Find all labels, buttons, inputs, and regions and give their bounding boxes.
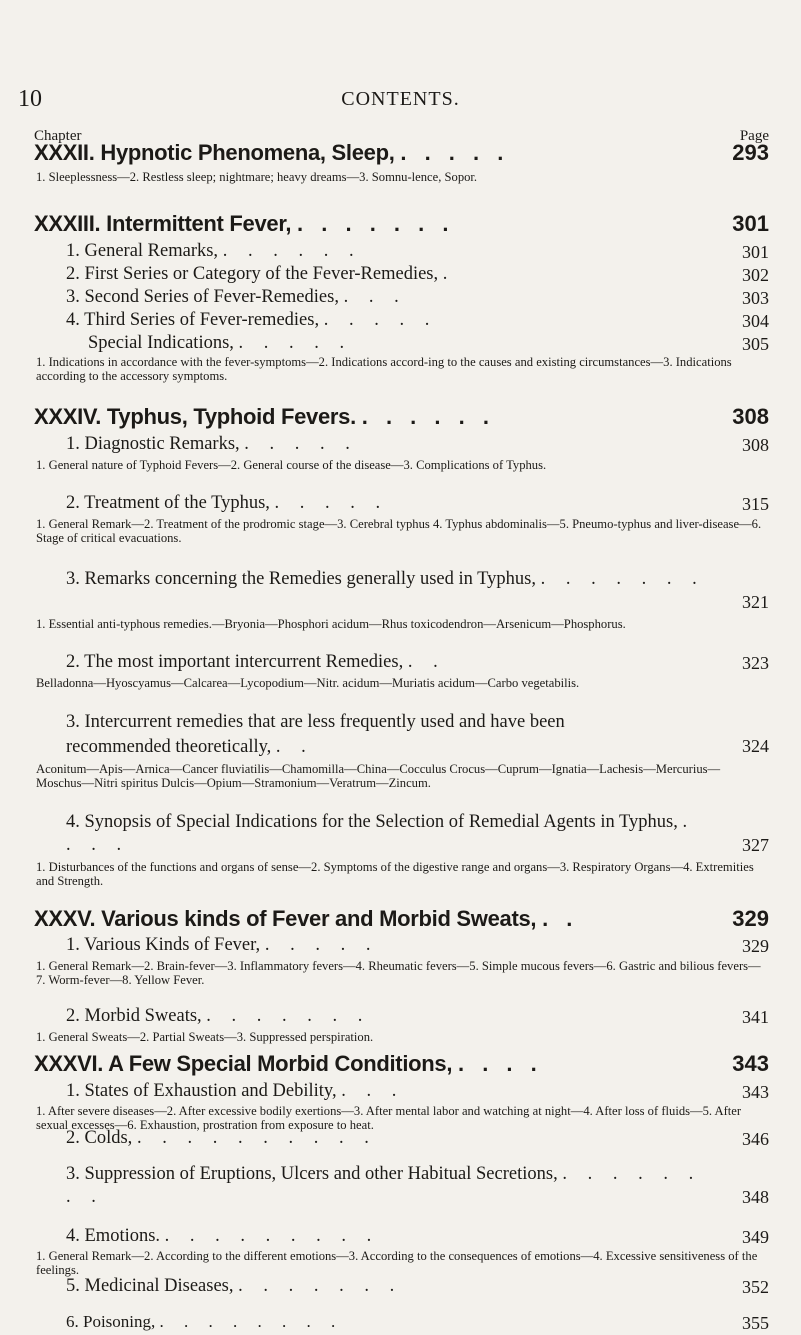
toc-summary: 1. After severe diseases—2. After excessive bodily exertions—3. After mental labor and watching at night—4. After loss of fluids—5. After sexual excesses—6. Exhaustion, prostration from exposure to heat. <box>36 1104 742 1133</box>
toc-section: 1. Diagnostic Remarks, . . . . . <box>66 434 358 454</box>
page-ref: 341 <box>742 1007 769 1027</box>
toc-section: 4. Emotions. . . . . . . . . . <box>66 1226 380 1246</box>
toc-chapter: XXXVI. A Few Special Morbid Conditions, . . . . <box>34 1051 543 1076</box>
page-ref: 302 <box>742 265 769 285</box>
column-label-page: Page <box>739 128 769 144</box>
toc-section: 3. Second Series of Fever-Remedies, . . . <box>66 287 407 307</box>
page-ref: 329 <box>732 906 769 931</box>
toc-section: 4. Synopsis of Special Indications for the Selection of Remedial Agents in Typhus, . . . . <box>66 812 696 855</box>
column-label-chapter: Chapter <box>34 128 82 144</box>
toc-section: 1. States of Exhaustion and Debility, . . . <box>66 1081 405 1101</box>
toc-section: 1. Various Kinds of Fever, . . . . . <box>66 935 379 955</box>
page-ref: 348 <box>742 1187 769 1207</box>
toc-section: Special Indications, . . . . . <box>88 333 353 353</box>
page-ref: 303 <box>742 288 769 308</box>
page-ref: 301 <box>732 211 769 236</box>
running-head: CONTENTS. <box>341 88 460 110</box>
toc-section: 6. Poisoning, . . . . . . . . <box>66 1312 344 1331</box>
toc-summary: 1. Sleeplessness—2. Restless sleep; nightmare; heavy dreams—3. Somnu-lence, Sopor. <box>36 170 478 184</box>
toc-summary: 1. General Remark—2. According to the different emotions—3. According to the consequences of emotions—4. Excessive sensitiveness of the feelings. <box>36 1249 758 1278</box>
page-ref: 304 <box>742 311 769 331</box>
toc-section: 2. The most important intercurrent Remedies, . . <box>66 652 446 672</box>
page-ref: 343 <box>732 1051 769 1076</box>
page-ref: 305 <box>742 334 769 354</box>
toc-summary: Belladonna—Hyoscyamus—Calcarea—Lycopodium—Nitr. acidum—Muriatis acidum—Carbo vegetabilis. <box>36 676 580 690</box>
toc-summary: 1. General nature of Typhoid Fevers—2. General course of the disease—3. Complications of Typhus. <box>36 458 547 472</box>
page-ref: 308 <box>732 404 769 429</box>
page-ref: 324 <box>742 736 769 756</box>
toc-section: 3. Suppression of Eruptions, Ulcers and other Habitual Secretions, . . . . . . . . <box>66 1164 702 1207</box>
page-ref: 349 <box>742 1227 769 1247</box>
page-ref: 327 <box>742 835 769 855</box>
toc-section: 3. Intercurrent remedies that are less frequently used and have been recommended theoretically, . . <box>66 712 565 757</box>
page-ref: 343 <box>742 1082 769 1102</box>
toc-section: 2. Morbid Sweats, . . . . . . . <box>66 1006 371 1026</box>
toc-summary: 1. General Remark—2. Treatment of the prodromic stage—3. Cerebral typhus 4. Typhus abdominalis—5. Pneumo-typhus and liver-disease—6. Stage of critical evacuations. <box>36 517 762 546</box>
page-ref: 329 <box>742 936 769 956</box>
toc-summary: 1. Essential anti-typhous remedies.—Bryonia—Phosphori acidum—Rhus toxicodendron—Arsenicum—Phosphorus. <box>36 617 626 631</box>
toc-chapter: XXXII. Hypnotic Phenomena, Sleep, . . . . . <box>34 140 510 165</box>
page-ref: 293 <box>732 140 769 165</box>
page-ref: 323 <box>742 653 769 673</box>
page-ref: 346 <box>742 1129 769 1149</box>
toc-summary: 1. Disturbances of the functions and organs of sense—2. Symptoms of the digestive range and organs—3. Respiratory Organs—4. Extremities and Strength. <box>36 860 754 889</box>
page-ref: 321 <box>742 592 769 612</box>
toc-chapter: XXXIII. Intermittent Fever, . . . . . . . <box>34 211 455 236</box>
toc-section: 1. General Remarks, . . . . . . <box>66 241 362 261</box>
toc-summary: 1. General Remark—2. Brain-fever—3. Inflammatory fevers—4. Rheumatic fevers—5. Simple mucous fevers—6. Gastric and bilious fevers—7. Worm-fever—8. Yellow Fever. <box>36 959 761 988</box>
page-ref: 352 <box>742 1277 769 1297</box>
page-ref: 301 <box>742 242 769 262</box>
toc-section: 2. First Series or Category of the Fever-Remedies, . <box>66 264 456 284</box>
toc-summary: Aconitum—Apis—Arnica—Cancer fluviatilis—Chamomilla—China—Cocculus Crocus—Cuprum—Ignatia—Lachesis—Mercurius—Moschus—Nitri spiritus Dulcis—Opium—Stramonium—Veratrum—Zincum. <box>36 762 721 791</box>
toc-summary: 1. Indications in accordance with the fever-symptoms—2. Indications accord-ing to the causes and existing circumstances—3. Indications according to the accessory symptoms. <box>36 355 732 384</box>
toc-section: 4. Third Series of Fever-remedies, . . . . . <box>66 310 438 330</box>
page-ref: 355 <box>742 1313 769 1333</box>
page-ref: 315 <box>742 494 769 514</box>
toc-summary: 1. General Sweats—2. Partial Sweats—3. Suppressed perspiration. <box>36 1030 374 1044</box>
toc-section: 2. Colds, . . . . . . . . . . <box>66 1128 377 1148</box>
toc-section: 3. Remarks concerning the Remedies generally used in Typhus, . . . . . . . <box>66 569 705 589</box>
toc-chapter: XXXV. Various kinds of Fever and Morbid Sweats, . . <box>34 906 579 931</box>
toc-section: 5. Medicinal Diseases, . . . . . . . <box>66 1276 403 1296</box>
page-number: 10 <box>18 86 42 112</box>
toc-section: 2. Treatment of the Typhus, . . . . . <box>66 493 389 513</box>
toc-chapter: XXXIV. Typhus, Typhoid Fevers. . . . . . . <box>34 404 495 429</box>
page-ref: 308 <box>742 435 769 455</box>
